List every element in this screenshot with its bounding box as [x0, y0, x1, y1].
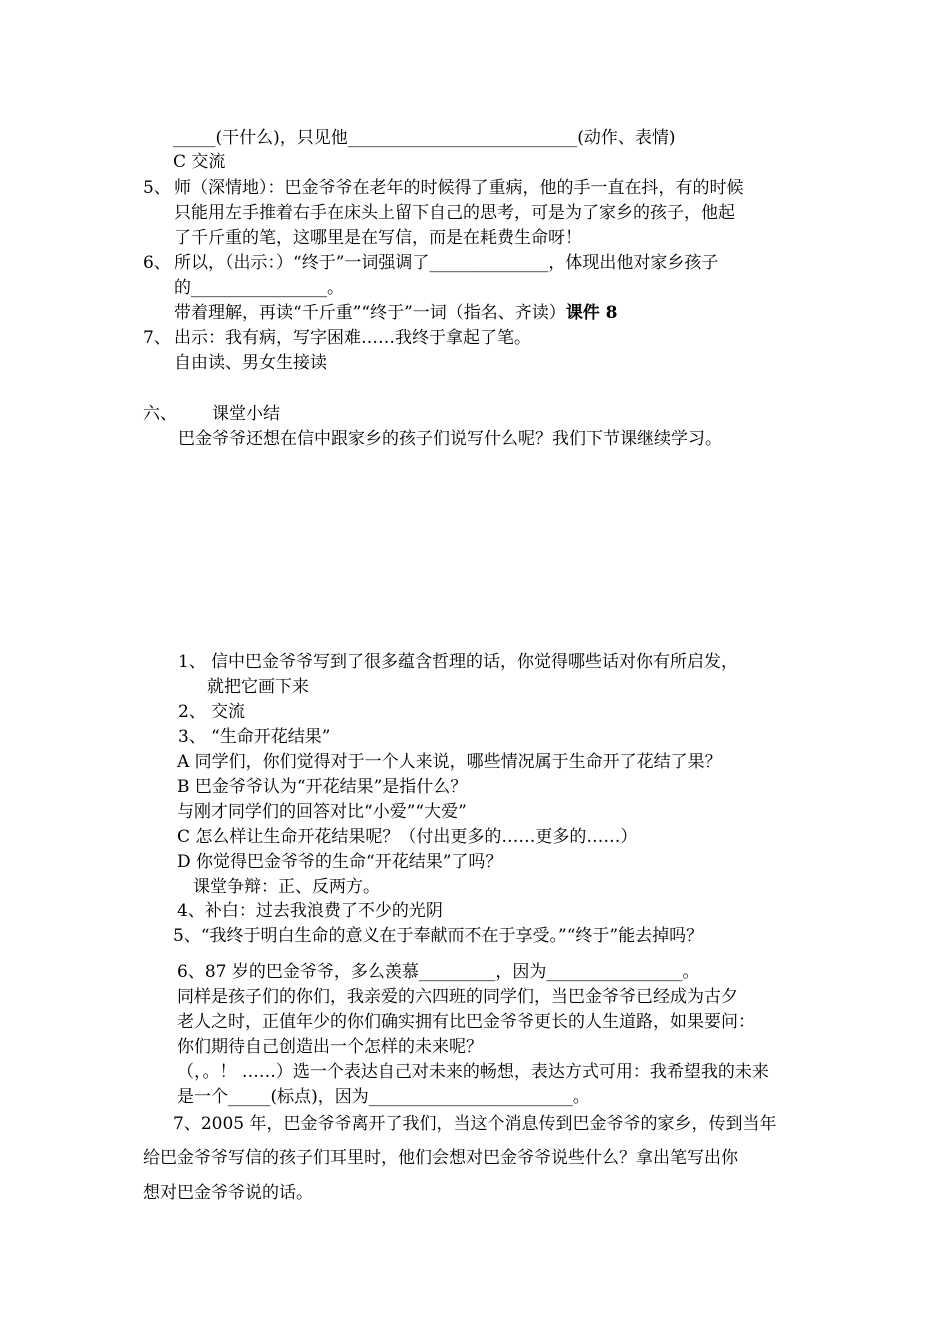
part2-item-5: 5、“我终于明白生命的意义在于奉献而不在于享受。”“终于”能去掉吗？ [173, 926, 704, 946]
part2-item-7-line-3: 想对巴金爷爷说的话。 [143, 1183, 313, 1203]
item-6-line-2: 的________________。 [174, 278, 344, 298]
part2-item-1-line-2: 就把它画下来 [207, 677, 309, 697]
item-6-line-1: 所以，（出示：）“终于”一词强调了______________，体现出他对家乡孩子 [174, 253, 719, 273]
item-6-line-3 [174, 301, 618, 325]
item-5-line-1: 师（深情地）：巴金爷爷在老年的时候得了重病，他的手一直在抖，有的时候 [174, 178, 744, 198]
item-6-reread-text: 带着理解，再读“千斤重”“终于”一词（指名、齐读） [174, 303, 566, 323]
part2-item-6-line-5: （，。！ ……）选一个表达自己对未来的畅想，表达方式可用：我希望我的未来 [177, 1062, 769, 1082]
part2-item-3: “生命开花结果” [211, 727, 331, 747]
part2-question-a: A 同学们，你们觉得对于一个人来说，哪些情况属于生命开了花结了果？ [177, 752, 722, 772]
item-5-number: 5、 [143, 178, 171, 198]
part2-item-4: 4、补白：过去我浪费了不少的光阴 [177, 901, 443, 921]
part2-question-d: D 你觉得巴金爷爷的生命“开花结果”了吗？ [177, 852, 503, 872]
item-6-number: 6、 [143, 253, 171, 273]
item-5-line-2: 只能用左手推着右手在床头上留下自己的思考，可是为了家乡的孩子，他起 [174, 203, 735, 223]
section-6-title: 课堂小结 [212, 404, 280, 424]
part2-item-3-number: 3、 [178, 727, 206, 747]
item-5-line-3: 了千斤重的笔，这哪里是在写信，而是在耗费生命呀！ [174, 228, 582, 248]
item-7-number: 7、 [143, 328, 171, 348]
section-6-text: 巴金爷爷还想在信中跟家乡的孩子们说写什么呢？我们下节课继续学习。 [178, 429, 722, 449]
part2-item-1-line-1: 信中巴金爷爷写到了很多蕴含哲理的话，你觉得哪些话对你有所启发， [211, 652, 738, 672]
part2-item-6-line-6: 是一个_____(标点)，因为________________________。 [177, 1087, 590, 1107]
courseware-label: 课件 8 [565, 303, 618, 323]
section-6-number: 六、 [143, 404, 177, 424]
part2-item-7-line-1: 7、2005 年，巴金爷爷离开了我们，当这个消息传到巴金爷爷的家乡，传到当年 [173, 1114, 777, 1134]
part2-question-c: C 怎么样让生命开花结果呢？（付出更多的……更多的……） [177, 827, 638, 847]
part2-item-7-line-2: 给巴金爷爷写信的孩子们耳里时，他们会想对巴金爷爷说些什么？拿出笔写出你 [143, 1148, 738, 1168]
item-7-line-1: 出示：我有病，写字困难……我终于拿起了笔。 [174, 328, 531, 348]
part2-question-b: B 巴金爷爷认为“开花结果”是指什么？ [177, 777, 468, 797]
part2-item-2: 交流 [211, 702, 245, 722]
part2-item-6-line-2: 同样是孩子们的你们，我亲爱的六四班的同学们，当巴金爷爷已经成为古夕 [177, 987, 738, 1007]
blank-line-action: _____(干什么)，只见他___________________________(动作、表情) [173, 128, 676, 148]
item-7-line-2: 自由读、男女生接读 [174, 353, 327, 373]
part2-item-6-line-4: 你们期待自己创造出一个怎样的未来呢？ [177, 1037, 483, 1057]
part2-item-2-number: 2、 [178, 702, 206, 722]
part2-item-1-number: 1、 [178, 652, 206, 672]
part2-item-6-line-1: 6、87 岁的巴金爷爷，多么羡慕_________，因为________________。 [177, 962, 700, 982]
part2-item-6-line-3: 老人之时，正值年少的你们确实拥有比巴金爷爷更长的人生道路，如果要问： [177, 1012, 755, 1032]
part2-debate: 课堂争辩：正、反两方。 [193, 877, 380, 897]
item-c-exchange: C 交流 [173, 152, 226, 172]
part2-question-b-compare: 与刚才同学们的回答对比“小爱”“大爱” [177, 802, 467, 822]
